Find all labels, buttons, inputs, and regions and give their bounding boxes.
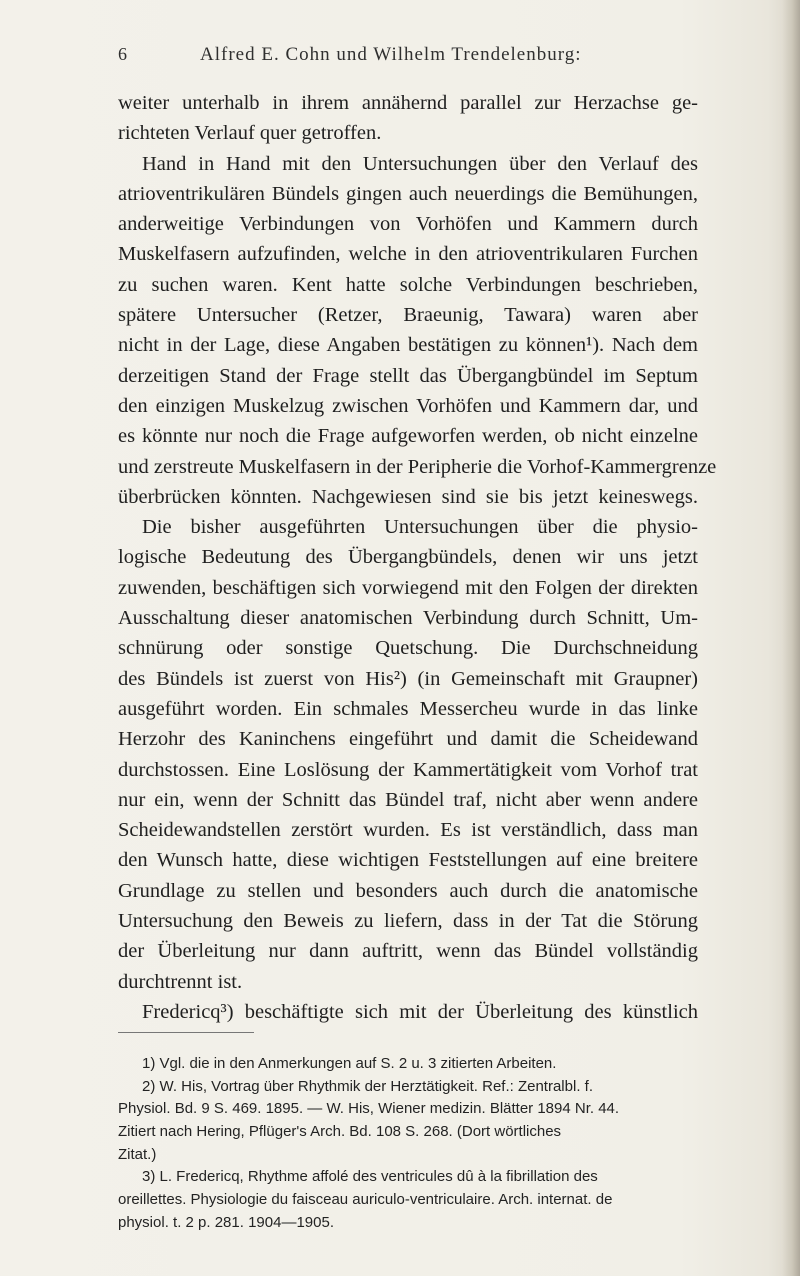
text-line: logische Bedeutung des Übergangbündels, denen wir uns jetzt (118, 546, 698, 569)
text-line: durchtrennt ist. (118, 970, 243, 993)
text-line: spätere Untersucher (Retzer, Braeunig, Tawara) waren aber (118, 304, 698, 327)
footnote-divider (118, 1032, 254, 1033)
text-line: zu suchen waren. Kent hatte solche Verbindungen beschrieben, (118, 273, 698, 296)
footnote-line: 1) Vgl. die in den Anmerkungen auf S. 2 u. 3 zitierten Arbeiten. (142, 1055, 557, 1072)
text-line: Ausschaltung dieser anatomischen Verbindung durch Schnitt, Um- (118, 607, 698, 630)
text-line: richteten Verlauf quer getroffen. (118, 122, 382, 145)
footnote-line: physiol. t. 2 p. 281. 1904—1905. (118, 1213, 334, 1231)
text-line: Hand in Hand mit den Untersuchungen über den Verlauf des (142, 152, 698, 175)
text-line: Fredericq³) beschäftigte sich mit der Überleitung des künstlich (142, 1000, 698, 1023)
footnotes (118, 1053, 698, 1235)
footnote-line: Physiol. Bd. 9 S. 469. 1895. — W. His, Wiener medizin. Blätter 1894 Nr. 44. (118, 1100, 620, 1118)
footnote-line: Zitat.) (118, 1145, 157, 1163)
text-line: und zerstreute Muskelfasern in der Peripherie die Vorhof-Kammergrenze (118, 455, 717, 478)
text-line: nur ein, wenn der Schnitt das Bündel traf, nicht aber wenn andere (118, 788, 698, 811)
text-line: atrioventrikulären Bündels gingen auch neuerdings die Bemühungen, (118, 182, 698, 205)
text-line: es könnte nur noch die Frage aufgeworfen werden, ob nicht einzelne (118, 425, 698, 448)
text-line: ausgeführt worden. Ein schmales Messercheu wurde in das linke (118, 697, 698, 720)
text-line: zuwenden, beschäftigen sich vorwiegend mit den Folgen der direkten (118, 576, 698, 599)
text-line: Scheidewandstellen zerstört wurden. Es ist verständlich, dass man (118, 819, 698, 842)
text-line: überbrücken könnten. Nachgewiesen sind sie bis jetzt keineswegs. (118, 485, 698, 508)
text-line: Die bisher ausgeführten Untersuchungen über die physio- (142, 516, 698, 539)
text-line: Herzohr des Kaninchens eingeführt und damit die Scheidewand (118, 728, 698, 751)
text-line: Untersuchung den Beweis zu liefern, dass in der Tat die Störung (118, 910, 698, 933)
text-line: anderweitige Verbindungen von Vorhöfen und Kammern durch (118, 213, 698, 236)
text-line: Muskelfasern aufzufinden, welche in den atrioventrikularen Furchen (118, 243, 698, 266)
footnote-line: oreillettes. Physiologie du faisceau auriculo-ventriculaire. Arch. internat. de (118, 1191, 613, 1209)
running-head: Alfred E. Cohn und Wilhelm Trendelenburg: (200, 44, 582, 65)
footnote-line: 2) W. His, Vortrag über Rhythmik der Herztätigkeit. Ref.: Zentralbl. f. (142, 1077, 593, 1095)
text-line: der Überleitung nur dann auftritt, wenn das Bündel vollständig (118, 940, 698, 963)
page-header (118, 44, 698, 72)
footnote-line: Zitiert nach Hering, Pflüger's Arch. Bd. 108 S. 268. (Dort wörtliches (118, 1123, 562, 1141)
text-line: des Bündels ist zuerst von His²) (in Gemeinschaft mit Graupner) (118, 667, 698, 690)
footnote-line: 3) L. Fredericq, Rhythme affolé des ventricules dû à la fibrillation des (142, 1168, 598, 1186)
text-line: den einzigen Muskelzug zwischen Vorhöfen und Kammern dar, und (118, 394, 698, 417)
text-line: nicht in der Lage, diese Angaben bestätigen zu können¹). Nach dem (118, 334, 698, 357)
main-text (118, 88, 717, 1027)
text-line: Grundlage zu stellen und besonders auch durch die anatomische (118, 879, 698, 902)
text-line: derzeitigen Stand der Frage stellt das Übergangbündel im Septum (118, 364, 698, 387)
text-line: den Wunsch hatte, diese wichtigen Feststellungen auf eine breitere (118, 849, 698, 872)
page-number: 6 (118, 44, 128, 64)
page-edge-shadow (782, 0, 800, 1276)
text-line: schnürung oder sonstige Quetschung. Die Durchschneidung (118, 637, 698, 660)
text-line: durchstossen. Eine Loslösung der Kammertätigkeit vom Vorhof trat (118, 758, 698, 781)
text-line: weiter unterhalb in ihrem annähernd parallel zur Herzachse ge- (118, 92, 698, 114)
